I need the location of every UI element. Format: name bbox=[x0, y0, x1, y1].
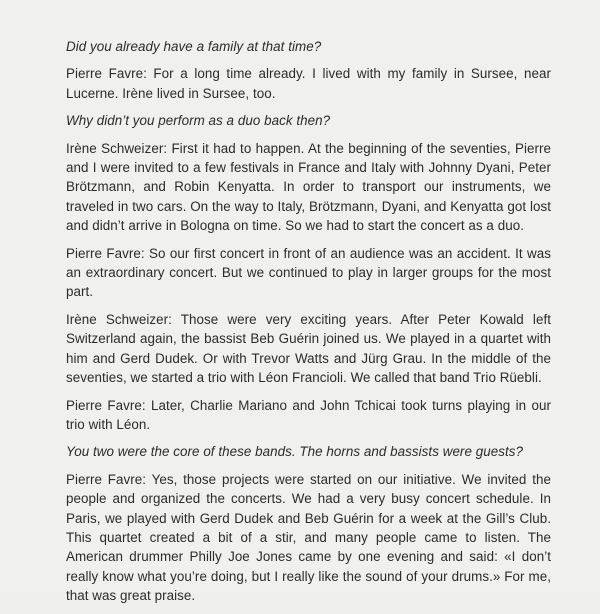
interview-question: You two were the core of these bands. The horns and bassists were guests? bbox=[66, 444, 523, 460]
interview-answer: Pierre Favre: So our first concert in front of an audience was an accident. It was an extraordinary concert. But we continued to play in larger groups for the most part. bbox=[66, 245, 551, 300]
interview-answer: Pierre Favre: Later, Charlie Mariano and John Tchicai took turns playing in our trio with Léon. bbox=[66, 397, 551, 432]
interview-question: Why didn’t you perform as a duo back then? bbox=[66, 113, 331, 129]
interview-question: Did you already have a family at that time? bbox=[66, 39, 322, 54]
interview-answer: Pierre Favre: For a long time already. I lived with my family in Sursee, near Lucerne. Irène lived in Sursee, too. bbox=[66, 66, 551, 101]
interview-answer: Irène Schweizer: Those were very exciting years. After Peter Kowald left Switzerland again, the bassist Beb Guérin joined us. We played in a quartet with him and Gerd Dudek. Or with Trevor Watts and Jürg Grau. In the middle of the seventies, we started a trio with Léon Francioli. We called that band Trio Rüebli. bbox=[66, 311, 551, 386]
interview-answer: Irène Schweizer: First it had to happen. At the beginning of the seventies, Pierre and I were invited to a few festivals in France and Italy with Johnny Dyani, Peter Brötzmann, and Robin Kenyatta. In order to transport our instruments, we traveled in two cars. On the way to Italy, Brötzmann, Dyani, and Kenyatta got lost and didn’t arrive in Bologna on time. So we had to start the concert as a duo. bbox=[66, 140, 551, 234]
interview-answer: Pierre Favre: Yes, those projects were started on our initiative. We invited the people and organized the concerts. We had a very busy concert schedule. In Paris, we played with Gerd Dudek and Beb Guérin for a week at the Gill’s Club. This quartet created a bit of a stir, and many people came to listen. The American drummer Philly Joe Jones came by one evening and said: «I don’t really know what you’re doing, but I really like the sound of your drums.» For me, that was great praise. bbox=[66, 471, 551, 604]
interview-text bbox=[66, 37, 551, 614]
